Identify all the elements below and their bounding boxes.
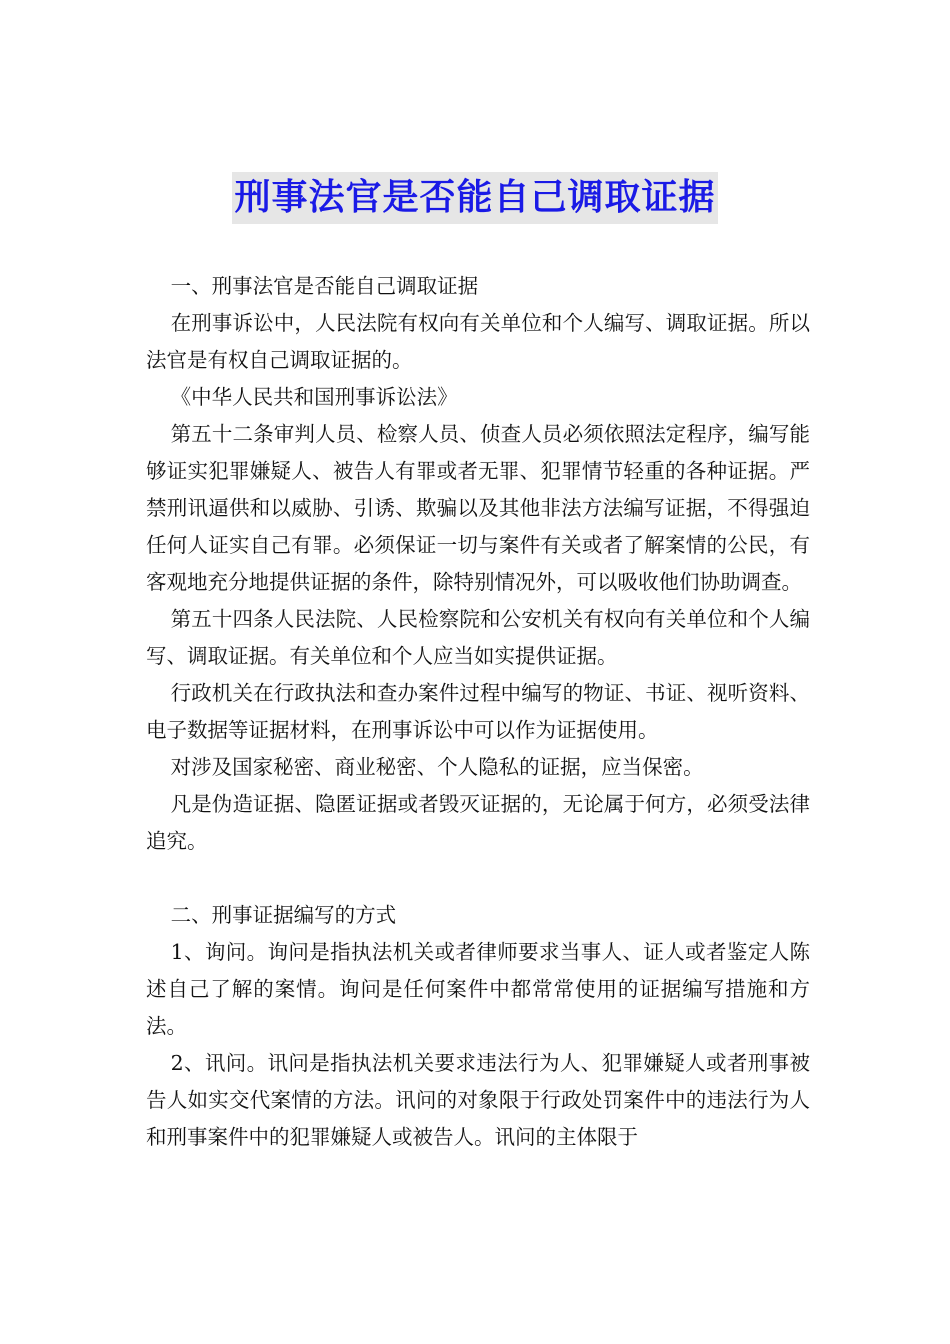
paragraph: 对涉及国家秘密、商业秘密、个人隐私的证据，应当保密。 bbox=[170, 755, 704, 779]
paragraph: 1、询问。询问是指执法机关或者律师要求当事人、证人或者鉴定人陈述自己了解的案情。询问是任何案件中都常常使用的证据编写措施和方法。 bbox=[146, 940, 810, 1038]
paragraph: 第五十四条人民法院、人民检察院和公安机关有权向有关单位和个人编写、调取证据。有关单位和个人应当如实提供证据。 bbox=[146, 607, 810, 668]
section-heading: 一、刑事法官是否能自己调取证据 bbox=[170, 274, 479, 298]
document-body bbox=[146, 268, 810, 1156]
paragraph: 凡是伪造证据、隐匿证据或者毁灭证据的，无论属于何方，必须受法律追究。 bbox=[146, 792, 810, 853]
document-title bbox=[0, 172, 950, 224]
paragraph-spacer bbox=[146, 860, 810, 897]
paragraph: 行政机关在行政执法和查办案件过程中编写的物证、书证、视听资料、电子数据等证据材料，在刑事诉讼中可以作为证据使用。 bbox=[146, 681, 810, 742]
paragraph: 2、讯问。讯问是指执法机关要求违法行为人、犯罪嫌疑人或者刑事被告人如实交代案情的方法。讯问的对象限于行政处罚案件中的违法行为人和刑事案件中的犯罪嫌疑人或被告人。讯问的主体限于 bbox=[146, 1051, 810, 1149]
paragraph: 在刑事诉讼中，人民法院有权向有关单位和个人编写、调取证据。所以法官是有权自己调取证据的。 bbox=[146, 311, 810, 372]
section-heading: 二、刑事证据编写的方式 bbox=[170, 903, 397, 927]
document-title-text: 刑事法官是否能自己调取证据 bbox=[232, 172, 717, 224]
law-title: 《中华人民共和国刑事诉讼法》 bbox=[170, 385, 458, 409]
paragraph: 第五十二条审判人员、检察人员、侦查人员必须依照法定程序，编写能够证实犯罪嫌疑人、被告人有罪或者无罪、犯罪情节轻重的各种证据。严禁刑讯逼供和以威胁、引诱、欺骗以及其他非法方法编写证据，不得强迫任何人证实自己有罪。必须保证一切与案件有关或者了解案情的公民，有客观地充分地提供证据的条件，除特别情况外，可以吸收他们协助调查。 bbox=[146, 422, 810, 594]
